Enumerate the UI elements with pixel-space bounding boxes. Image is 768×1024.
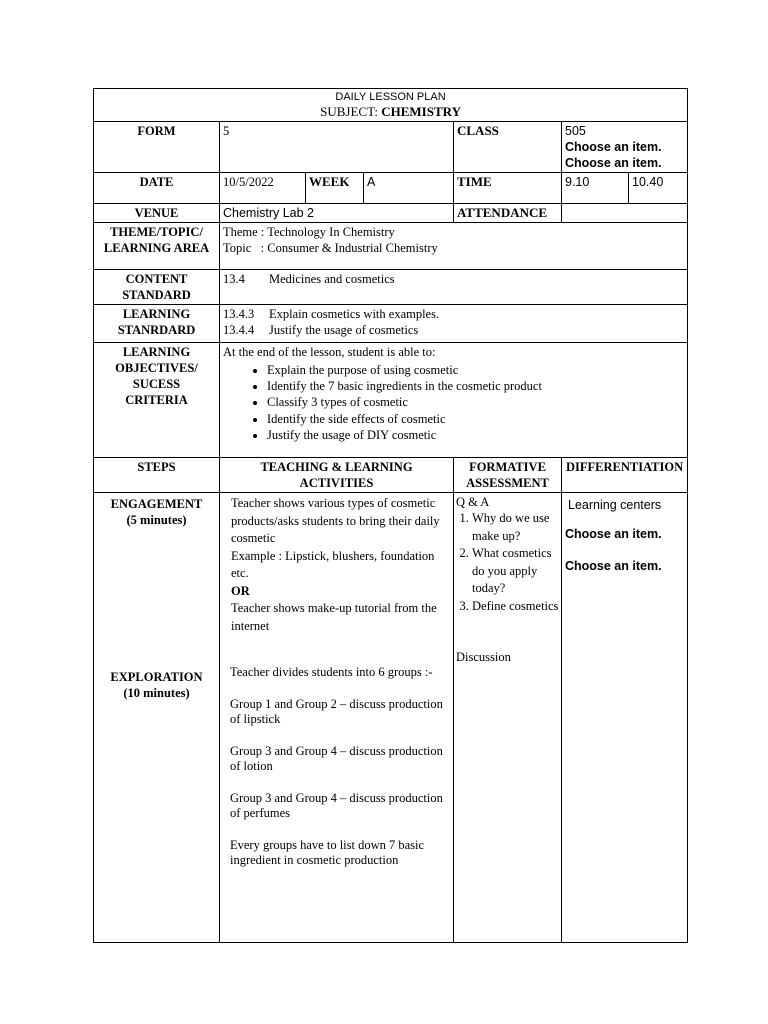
time-label: TIME: [454, 173, 562, 204]
engagement-activity-3: Teacher shows make-up tutorial from the internet: [231, 601, 437, 633]
qa-question: 3. Define cosmetics: [472, 598, 559, 616]
class-choose-item-2[interactable]: Choose an item.: [565, 156, 662, 170]
objective-item: • Classify 3 types of cosmetic: [267, 394, 684, 410]
attendance-value[interactable]: [562, 204, 688, 223]
exploration-duration: (10 minutes): [123, 686, 190, 700]
lesson-plan-table: [93, 88, 688, 943]
diff-spacer: [565, 542, 684, 558]
qa-title: Q & A: [456, 495, 490, 509]
engagement-duration: (5 minutes): [126, 513, 187, 527]
date-label: DATE: [94, 173, 220, 204]
objectives-label-line1: LEARNING: [122, 345, 191, 359]
exploration-label: EXPLORATION: [110, 670, 203, 684]
assessment-header-line2: ASSESSMENT: [466, 476, 549, 490]
class-value[interactable]: 505: [565, 124, 586, 138]
objectives-list: [223, 362, 684, 443]
exploration-closing: Every groups have to list down 7 basic ingredient in cosmetic production: [230, 837, 425, 867]
steps-header: STEPS: [94, 458, 220, 493]
attendance-label: ATTENDANCE: [454, 204, 562, 223]
content-standard-label-line2: STANDARD: [122, 288, 191, 302]
assessment-header: [454, 458, 562, 493]
content-standard-label: [94, 270, 220, 305]
objectives-intro: At the end of the lesson, student is able to:: [223, 345, 436, 359]
steps-spacer: [97, 528, 216, 669]
steps-cell: [94, 493, 220, 943]
activities-spacer: [231, 635, 447, 665]
theme-label-line2: LEARNING AREA: [103, 241, 210, 255]
learning-standard-code: 13.4.3: [223, 307, 255, 321]
exploration-group: Group 3 and Group 4 – discuss production of lotion: [230, 743, 443, 773]
assessment-header-line1: FORMATIVE: [469, 460, 546, 474]
assessment-spacer: [456, 615, 559, 649]
theme-label: [94, 223, 220, 270]
theme-cell: [220, 223, 688, 270]
learning-standard-label-line2: STANRDARD: [117, 323, 196, 337]
plan-header: [94, 89, 688, 122]
venue-label: VENUE: [94, 204, 220, 223]
diff-learning-centers[interactable]: Learning centers: [568, 498, 662, 512]
theme-line[interactable]: Theme : Technology In Chemistry: [223, 225, 395, 239]
assessment-cell[interactable]: [454, 493, 562, 943]
engagement-or: OR: [231, 583, 250, 598]
learning-standard-label: [94, 305, 220, 343]
theme-label-line1: THEME/TOPIC/: [110, 225, 203, 239]
objective-item: • Explain the purpose of using cosmetic: [267, 362, 684, 378]
diff-choose-item-1[interactable]: Choose an item.: [565, 527, 662, 541]
objectives-label-line3: SUCESS: [132, 377, 181, 391]
objective-item: • Identify the side effects of cosmetic: [267, 411, 684, 427]
week-label: WEEK: [306, 173, 364, 204]
plan-title: DAILY LESSON PLAN: [335, 91, 446, 103]
learning-standard-item: [223, 306, 684, 322]
learning-standard-text: Justify the usage of cosmetics: [269, 323, 419, 337]
engagement-activities: [231, 495, 447, 635]
content-standard-text: Medicines and cosmetics: [269, 272, 395, 286]
learning-standard-text: Explain cosmetics with examples.: [269, 307, 440, 321]
form-value[interactable]: 5: [220, 122, 454, 173]
form-label: FORM: [94, 122, 220, 173]
exploration-group: Group 1 and Group 2 – discuss production of lipstick: [230, 696, 443, 726]
subject-value: CHEMISTRY: [381, 104, 461, 119]
content-standard-label-line1: CONTENT: [125, 272, 188, 286]
topic-line[interactable]: Topic : Consumer & Industrial Chemistry: [223, 241, 438, 255]
objective-item: • Justify the usage of DIY cosmetic: [267, 427, 684, 443]
exploration-intro: Teacher divides students into 6 groups :-: [230, 665, 433, 679]
objectives-cell[interactable]: [220, 343, 688, 458]
diff-choose-item-2[interactable]: Choose an item.: [565, 559, 662, 573]
activities-header: [220, 458, 454, 493]
engagement-label: ENGAGEMENT: [110, 497, 203, 511]
objective-item: • Identify the 7 basic ingredients in the cosmetic product: [267, 378, 684, 394]
activities-cell[interactable]: [220, 493, 454, 943]
objectives-label-line2: OBJECTIVES/: [115, 361, 198, 375]
engagement-activity-1: Teacher shows various types of cosmetic products/asks students to bring their daily cosmetic: [231, 496, 440, 545]
content-standard-code: 13.4: [223, 272, 245, 286]
time-end[interactable]: 10.40: [629, 173, 688, 204]
subject-line: [97, 104, 684, 119]
learning-standard-code: 13.4.4: [223, 323, 255, 337]
week-value[interactable]: A: [364, 173, 454, 204]
engagement-activity-2: Example : Lipstick, blushers, foundation etc.: [231, 548, 435, 580]
class-cell: [562, 122, 688, 173]
differentiation-cell: [562, 493, 688, 943]
date-value[interactable]: 10/5/2022: [220, 173, 306, 204]
differentiation-header: DIFFERENTIATION: [562, 458, 688, 493]
qa-question: 2. What cosmetics do you apply today?: [472, 545, 559, 598]
venue-value[interactable]: Chemistry Lab 2: [220, 204, 454, 223]
content-standard-cell[interactable]: [220, 270, 688, 305]
qa-list: [456, 510, 559, 615]
exploration-group: Group 3 and Group 4 – discuss production of perfumes: [230, 790, 443, 820]
learning-standard-label-line1: LEARNING: [122, 307, 191, 321]
activities-header-line1: TEACHING & LEARNING: [260, 460, 413, 474]
objectives-label: [94, 343, 220, 458]
qa-question: 1. Why do we use make up?: [472, 510, 559, 545]
subject-label: SUBJECT:: [320, 104, 382, 119]
class-label: CLASS: [454, 122, 562, 173]
learning-standard-cell[interactable]: [220, 305, 688, 343]
class-choose-item-1[interactable]: Choose an item.: [565, 140, 662, 154]
exploration-activities: [230, 665, 447, 869]
time-start[interactable]: 9.10: [562, 173, 629, 204]
diff-spacer: [565, 513, 684, 526]
learning-standard-item: [223, 322, 684, 338]
activities-header-line2: ACTIVITIES: [299, 476, 374, 490]
exploration-assessment: Discussion: [456, 650, 511, 664]
objectives-label-line4: CRITERIA: [125, 393, 188, 407]
